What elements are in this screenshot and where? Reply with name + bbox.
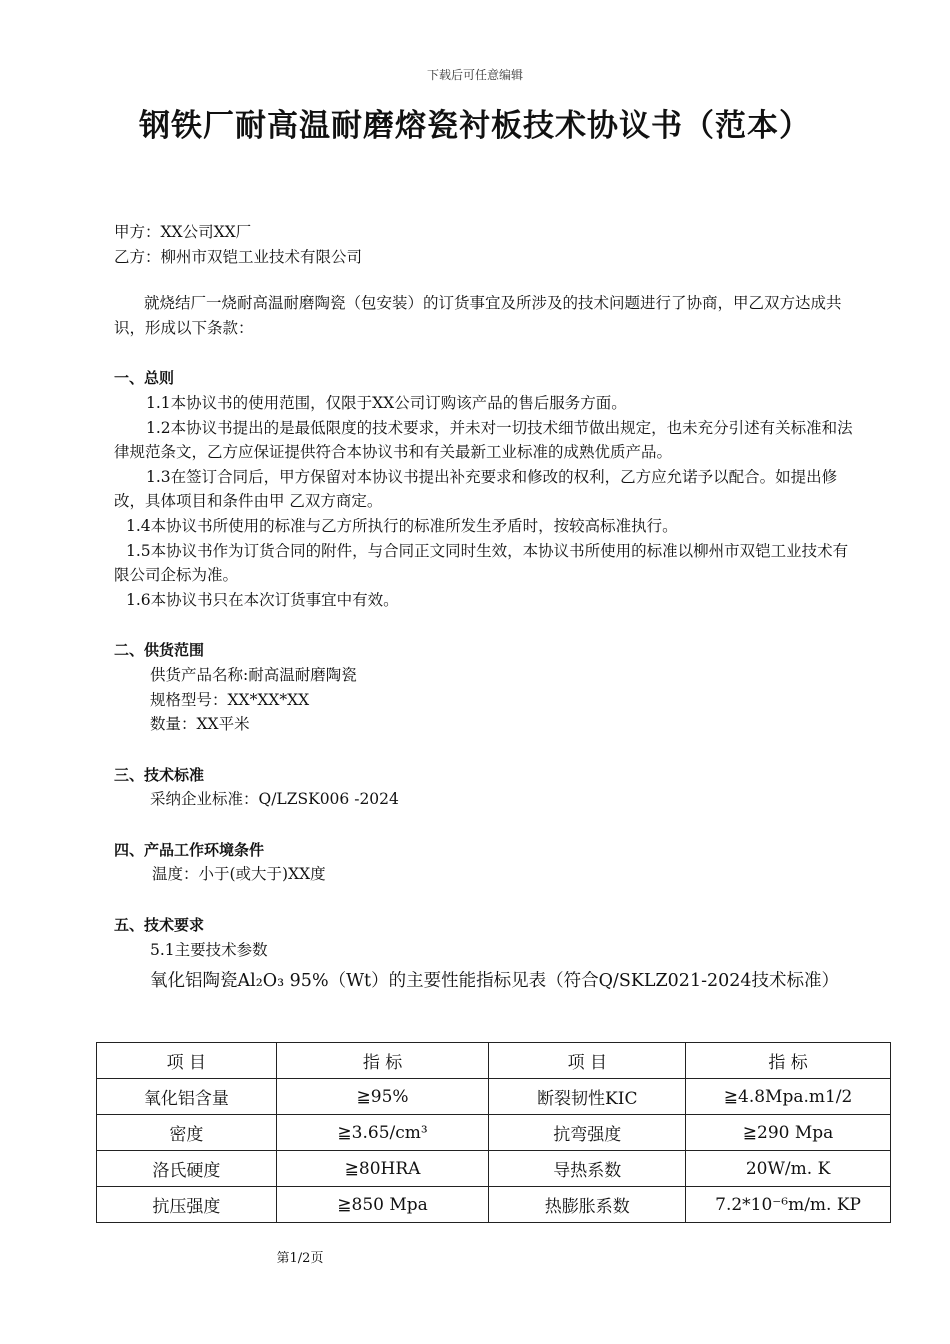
work-temperature: 温度：小于(或大于)XX度 — [152, 865, 326, 884]
table-header-cell: 项 目 — [489, 1043, 686, 1079]
supply-quantity: 数量：XX平米 — [150, 715, 250, 734]
table-cell: 20W/m. K — [686, 1151, 891, 1187]
clause-1-6: 1.6本协议书只在本次订货事宜中有效。 — [126, 590, 399, 609]
table-cell: 抗弯强度 — [489, 1115, 686, 1151]
subsection-5-1: 5.1主要技术参数 — [150, 940, 268, 959]
table-cell: 洛氏硬度 — [97, 1151, 277, 1187]
table-header-row — [97, 1043, 891, 1079]
table-cell: 密度 — [97, 1115, 277, 1151]
supply-model: 规格型号：XX*XX*XX — [150, 690, 310, 709]
table-caption: 氧化铝陶瓷Al₂O₃ 95%（Wt）的主要性能指标见表（符合Q/SKLZ021-2024技术标准） — [150, 971, 840, 992]
section-4-heading: 四、产品工作环境条件 — [114, 840, 265, 859]
table-cell: 导热系数 — [489, 1151, 686, 1187]
table-cell: ≧4.8Mpa.m1/2 — [686, 1079, 891, 1115]
properties-table — [96, 1042, 891, 1223]
clause-1-1: 1.1本协议书的使用范围，仅限于XX公司订购该产品的售后服务方面。 — [146, 393, 627, 412]
table-cell: 断裂韧性KIC — [489, 1079, 686, 1115]
table-header-cell: 指 标 — [276, 1043, 489, 1079]
document-title: 钢铁厂耐高温耐磨熔瓷衬板技术协议书（范本） — [139, 108, 811, 144]
table-row — [97, 1115, 891, 1151]
party-b: 乙方：柳州市双铠工业技术有限公司 — [114, 247, 363, 266]
table-cell: ≧850 Mpa — [276, 1187, 489, 1223]
table-cell: 抗压强度 — [97, 1187, 277, 1223]
section-2-heading: 二、供货范围 — [114, 641, 205, 660]
table-row — [97, 1151, 891, 1187]
table-header-cell: 指 标 — [686, 1043, 891, 1079]
section-5-heading: 五、技术要求 — [114, 916, 205, 935]
table-cell: ≧95% — [276, 1079, 489, 1115]
table-row — [97, 1079, 891, 1115]
section-3-heading: 三、技术标准 — [114, 765, 205, 784]
clause-1-2: 1.2本协议书提出的是最低限度的技术要求，并未对一切技术细节做出规定，也未充分引述有关标准和法律规范条文，乙方应保证提供符合本协议书和有关最新工业标准的成熟优质产品。 — [114, 418, 853, 462]
header-note: 下载后可任意编辑 — [426, 68, 523, 82]
tech-standard: 采纳企业标准：Q/LZSK006 -2024 — [150, 790, 399, 809]
clause-1-3: 1.3在签订合同后，甲方保留对本协议书提出补充要求和修改的权利，乙方应允诺予以配合。如提出修改，具体项目和条件由甲 乙双方商定。 — [114, 467, 838, 511]
clause-1-4: 1.4本协议书所使用的标准与乙方所执行的标准所发生矛盾时，按较高标准执行。 — [126, 516, 678, 535]
document-body — [114, 220, 859, 994]
supply-product: 供货产品名称:耐高温耐磨陶瓷 — [150, 665, 357, 684]
clause-1-5: 1.5本协议书作为订货合同的附件，与合同正文同时生效，本协议书所使用的标准以柳州市双铠工业技术有限公司企标为准。 — [114, 541, 849, 585]
table-cell: ≧80HRA — [276, 1151, 489, 1187]
table-cell: ≧290 Mpa — [686, 1115, 891, 1151]
table-header-cell: 项 目 — [97, 1043, 277, 1079]
table-cell: 氧化铝含量 — [97, 1079, 277, 1115]
table-row — [97, 1187, 891, 1223]
intro-paragraph: 就烧结厂一烧耐高温耐磨陶瓷（包安装）的订货事宜及所涉及的技术问题进行了协商，甲乙双方达成共识，形成以下条款： — [114, 294, 842, 337]
table-cell: ≧3.65/cm³ — [276, 1115, 489, 1151]
table-cell: 热膨胀系数 — [489, 1187, 686, 1223]
section-1-heading: 一、总则 — [114, 369, 175, 388]
page-number: 第1/2页 — [276, 1251, 324, 1266]
table-cell: 7.2*10⁻⁶m/m. KP — [686, 1187, 891, 1223]
party-a: 甲方：XX公司XX厂 — [114, 223, 252, 241]
